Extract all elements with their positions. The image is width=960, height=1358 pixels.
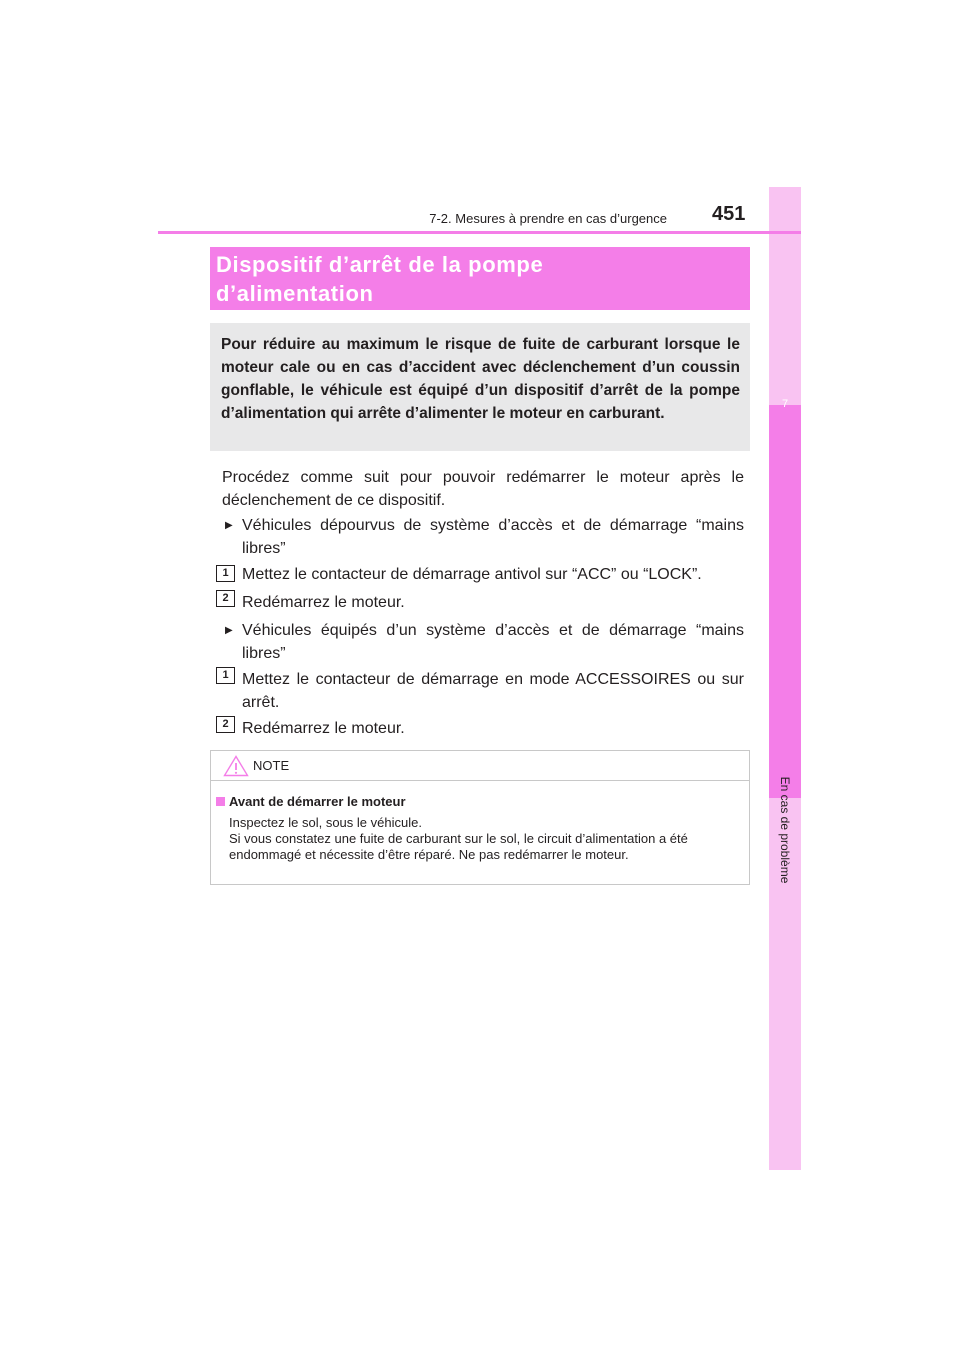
group-heading: Véhicules équipés d’un système d’accès et de démarrage “mains libres” <box>242 622 744 662</box>
note-label: NOTE <box>253 758 290 773</box>
page-number: 451 <box>712 203 746 225</box>
section-title-line-1: Dispositif d’arrêt de la pompe <box>216 252 544 277</box>
step-number: 2 <box>216 590 235 607</box>
step-text: Mettez le contacteur de démarrage antivol sur “ACC” ou “LOCK”. <box>242 566 702 583</box>
section-title <box>216 250 746 308</box>
note-line: Inspectez le sol, sous le véhicule. <box>229 815 422 830</box>
step-text: Redémarrez le moteur. <box>242 594 405 611</box>
step-number: 1 <box>216 667 235 684</box>
intro-text: Pour réduire au maximum le risque de fuite de carburant lorsque le moteur cale ou en cas d’accident avec déclenchement d’un coussin gonflable, le véhicule est équipé d’un dispositif d’arrêt de la pompe d’alimentation qui arrête d’alimenter le moteur en carburant. <box>221 336 740 422</box>
chapter-title: En cas de problème <box>778 776 792 884</box>
step-number: 1 <box>216 565 235 582</box>
note-title: Avant de démarrer le moteur <box>229 794 406 809</box>
square-bullet-icon <box>216 797 225 806</box>
note-divider <box>210 780 750 781</box>
note-body <box>229 815 741 863</box>
triangle-bullet-icon: ▶ <box>225 520 233 531</box>
header-rule <box>158 231 801 234</box>
step-text: Redémarrez le moteur. <box>242 720 405 737</box>
section-title-line-2: d’alimentation <box>216 281 374 306</box>
group-heading: Véhicules dépourvus de système d’accès et de démarrage “mains libres” <box>242 517 744 557</box>
running-head: 7-2. Mesures à prendre en cas d’urgence <box>429 211 667 226</box>
warning-icon <box>223 755 249 777</box>
triangle-bullet-icon: ▶ <box>225 625 233 636</box>
step-text: Mettez le contacteur de démarrage en mode ACCESSOIRES ou sur arrêt. <box>242 671 744 711</box>
chapter-tab-highlight <box>769 405 801 798</box>
body-paragraph: Procédez comme suit pour pouvoir redémarrer le moteur après le déclenchement de ce dispositif. <box>222 469 744 509</box>
note-line: Si vous constatez une fuite de carburant sur le sol, le circuit d’alimentation a été endommagé et nécessite d’être réparé. Ne pas redémarrer le moteur. <box>229 831 688 862</box>
step-number: 2 <box>216 716 235 733</box>
chapter-number: 7 <box>781 398 789 410</box>
